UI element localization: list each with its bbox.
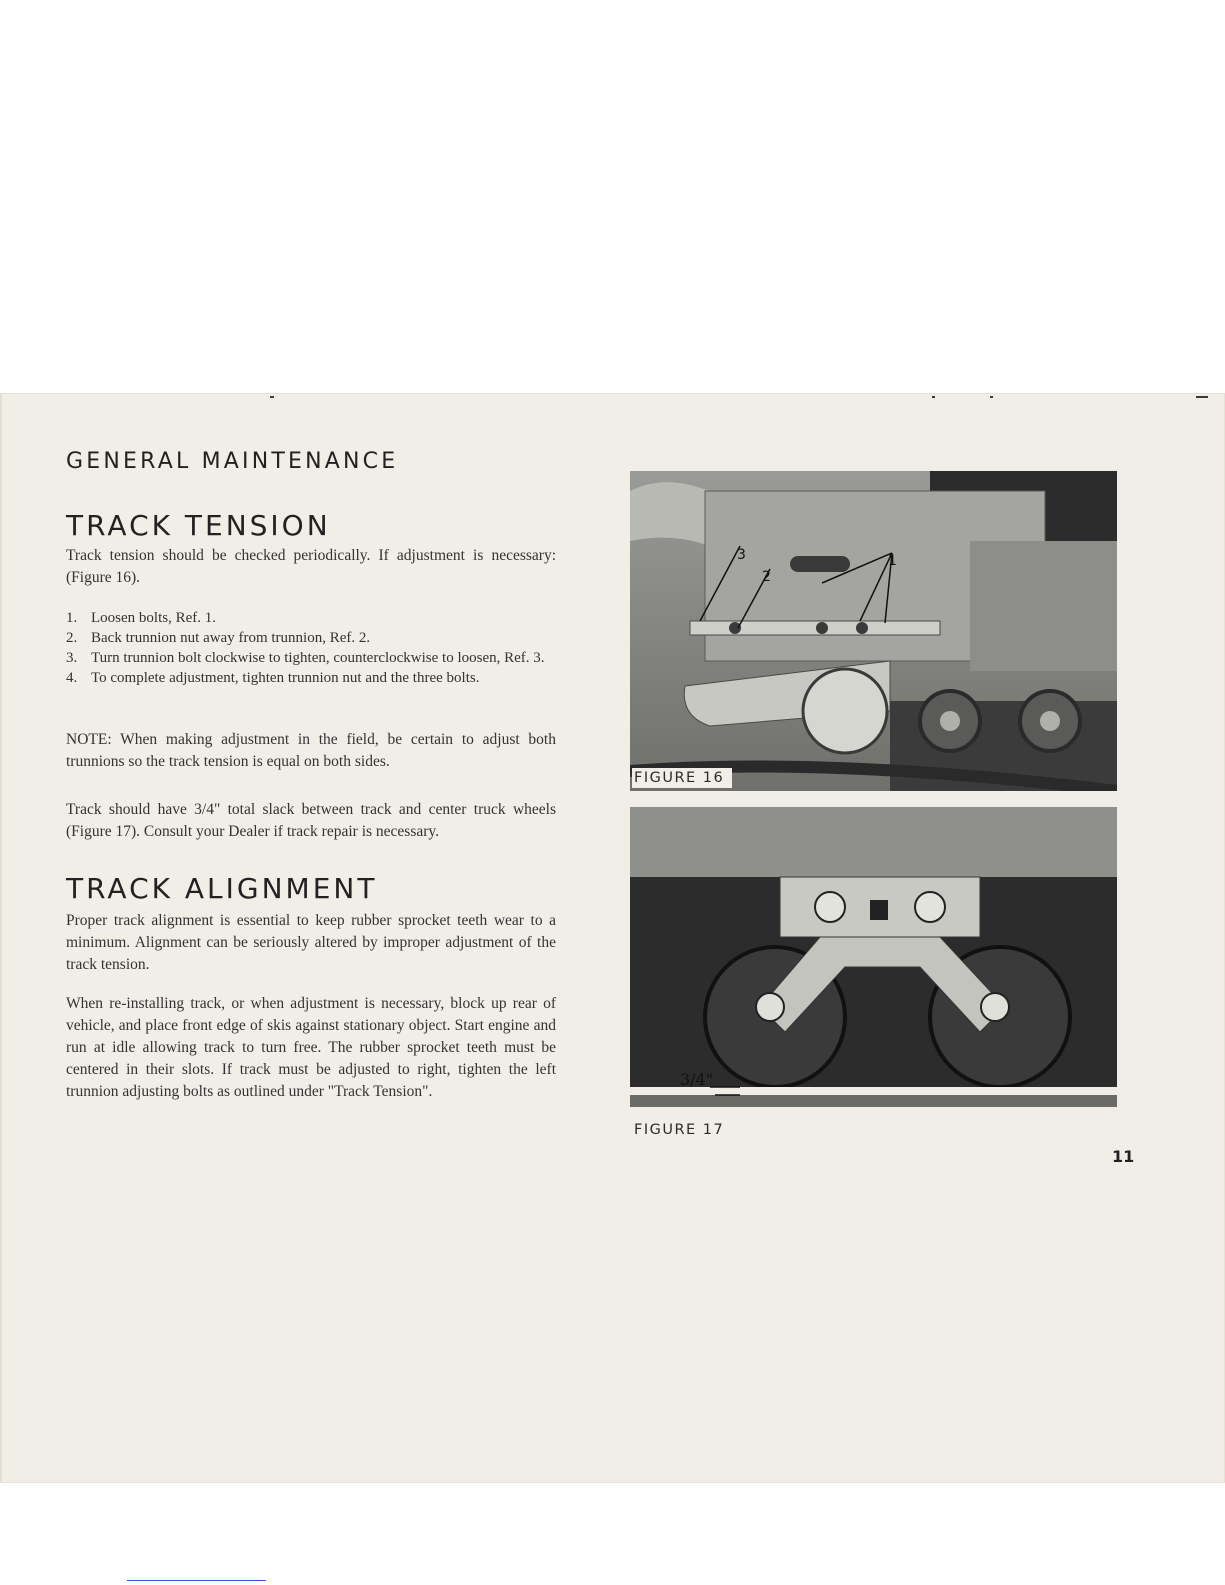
step-text: Loosen bolts, Ref. 1.	[91, 610, 216, 626]
step-number: 1.	[66, 610, 78, 626]
callout-3: 3	[737, 547, 746, 563]
callout-2: 2	[762, 569, 771, 585]
note-paragraph: NOTE: When making adjustment in the field, be certain to adjust both trunnions so the track tension is equal on both sides.	[66, 731, 556, 770]
slack-measure-label: 3/4"	[680, 1070, 714, 1089]
step-number: 2.	[66, 630, 78, 646]
list-item	[66, 628, 556, 648]
heading-track-alignment: TRACK ALIGNMENT	[66, 872, 378, 905]
step-text: Back trunnion nut away from trunnion, Ref. 2.	[91, 630, 371, 646]
list-item	[66, 668, 556, 688]
scan-mark	[270, 396, 274, 398]
figure-16-caption: FIGURE 16	[632, 768, 732, 788]
scanned-page	[0, 393, 1225, 1483]
list-item	[66, 608, 556, 628]
link-underline[interactable]	[127, 1580, 266, 1581]
alignment-paragraph-1: Proper track alignment is essential to keep rubber sprocket teeth wear to a minimum. Alignment can be seriously altered by improper adjustment of the track tension.	[66, 912, 556, 973]
scan-mark	[932, 396, 935, 398]
bogie-wheels-illustration	[630, 807, 1117, 1137]
scan-mark	[1196, 396, 1208, 398]
tension-intro: Track tension should be checked periodically. If adjustment is necessary: (Figure 16).	[66, 547, 556, 586]
adjustment-steps	[66, 608, 556, 688]
alignment-paragraph-2: When re-installing track, or when adjustment is necessary, block up rear of vehicle, and place front edge of skis against stationary object. Start engine and run at idle allowing track to turn free. The rubber sprocket teeth must be centered in their slots. If track must be adjusted to right, tighten the left trunnion adjusting bolts as outlined under "Track Tension".	[66, 995, 556, 1100]
heading-track-tension: TRACK TENSION	[66, 509, 331, 542]
trunnion-illustration	[630, 471, 1117, 791]
figure-16-photo	[630, 471, 1117, 791]
figure-17-photo	[630, 807, 1117, 1137]
page-edge	[0, 393, 2, 1483]
callout-1: 1	[888, 553, 897, 569]
section-title-general-maintenance: GENERAL MAINTENANCE	[66, 449, 399, 474]
scan-mark	[990, 396, 993, 398]
list-item	[66, 648, 556, 668]
slack-paragraph: Track should have 3/4" total slack between track and center truck wheels (Figure 17). Consult your Dealer if track repair is necessary.	[66, 801, 556, 840]
page-number: 11	[1112, 1147, 1135, 1166]
step-number: 4.	[66, 670, 78, 686]
figure-17-caption: FIGURE 17	[632, 1120, 732, 1140]
step-text: Turn trunnion bolt clockwise to tighten, counterclockwise to loosen, Ref. 3.	[91, 650, 545, 666]
step-number: 3.	[66, 650, 78, 666]
step-text: To complete adjustment, tighten trunnion nut and the three bolts.	[91, 670, 480, 686]
